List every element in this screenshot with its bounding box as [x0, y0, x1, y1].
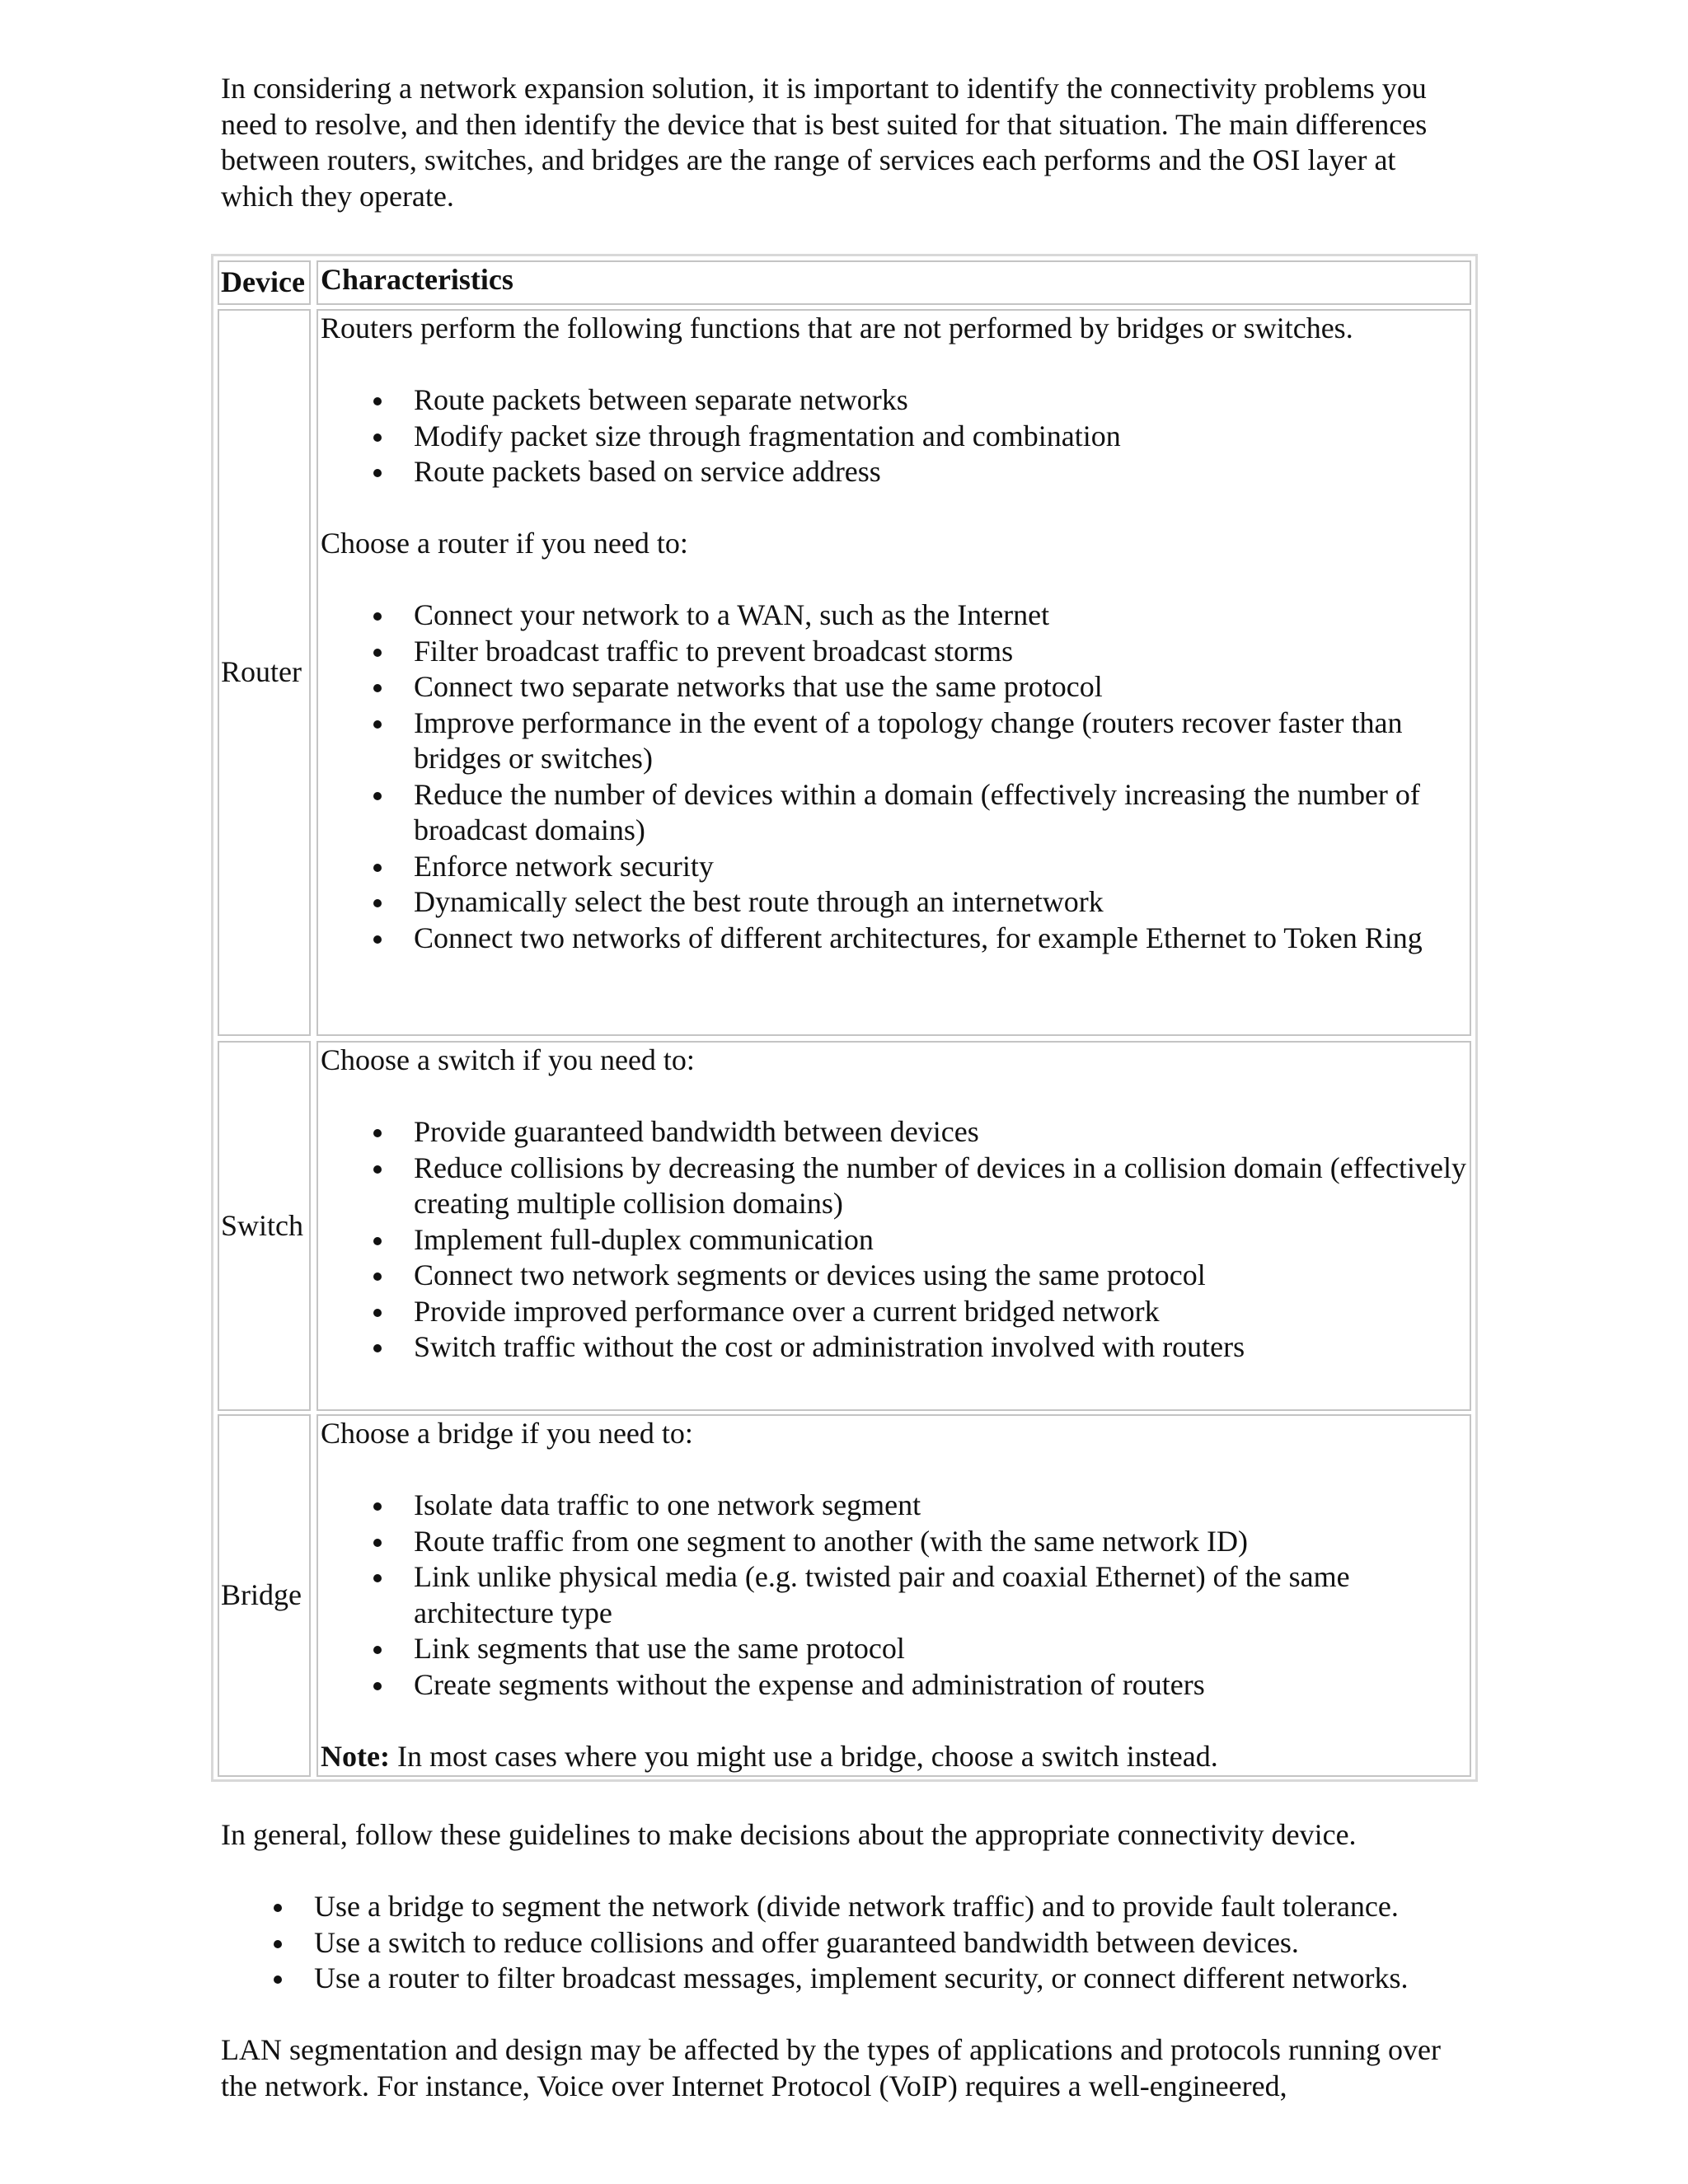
bridge-label: Bridge [221, 1578, 302, 1612]
list-item: Modify packet size through fragmentation and combination [321, 419, 1470, 455]
list-item: Route packets based on service address [321, 454, 1470, 490]
list-item: Dynamically select the best route through an internetwork [321, 884, 1470, 921]
bridge-note [321, 1739, 1470, 1775]
router-label: Router [221, 655, 302, 689]
router-reasons-list [321, 598, 1470, 956]
list-item: Reduce collisions by decreasing the number of devices in a collision domain (effectively creating multiple collision domains) [321, 1151, 1470, 1222]
intro-paragraph: In considering a network expansion solution, it is important to identify the connectivity problems you need to resolve, and then identify the device that is best suited for that situation. The main differences between routers, switches, and bridges are the range of services each performs and the OSI layer at which they operate. [221, 72, 1428, 213]
list-item: Connect two network segments or devices using the same protocol [321, 1258, 1470, 1294]
list-item: Link unlike physical media (e.g. twisted pair and coaxial Ethernet) of the same architecture type [321, 1559, 1470, 1631]
bridge-choose: Choose a bridge if you need to: [321, 1417, 693, 1450]
list-item: Create segments without the expense and administration of routers [321, 1667, 1470, 1704]
list-item: Isolate data traffic to one network segment [321, 1488, 1470, 1524]
list-item: Use a switch to reduce collisions and offer guaranteed bandwidth between devices. [221, 1925, 1484, 1961]
guidelines-section [221, 1817, 1484, 2104]
guidelines-list [221, 1889, 1484, 1997]
router-functions-list [321, 382, 1470, 490]
list-item: Provide improved performance over a current bridged network [321, 1294, 1470, 1330]
header-device: Device [218, 260, 311, 305]
router-choose: Choose a router if you need to: [321, 527, 688, 560]
list-item: Route traffic from one segment to another (with the same network ID) [321, 1524, 1470, 1560]
list-item: Filter broadcast traffic to prevent broadcast storms [321, 634, 1470, 670]
bridge-reasons-list [321, 1488, 1470, 1703]
list-item: Implement full-duplex communication [321, 1222, 1470, 1258]
switch-choose: Choose a switch if you need to: [321, 1043, 695, 1076]
list-item: Enforce network security [321, 849, 1470, 885]
document-page [221, 71, 1484, 214]
list-item: Use a router to filter broadcast messages, implement security, or connect different networks. [221, 1961, 1484, 1997]
list-item: Provide guaranteed bandwidth between devices [321, 1114, 1470, 1151]
note-text: In most cases where you might use a bridge, choose a switch instead. [389, 1739, 1218, 1773]
switch-reasons-list [321, 1114, 1470, 1366]
device-comparison-table [211, 254, 1478, 1782]
list-item: Connect your network to a WAN, such as the Internet [321, 598, 1470, 634]
router-intro: Routers perform the following functions that are not performed by bridges or switches. [321, 312, 1353, 344]
bridge-characteristics-cell [316, 1414, 1471, 1777]
bridge-device-cell [218, 1414, 311, 1777]
header-characteristics: Characteristics [316, 260, 1471, 305]
list-item: Connect two networks of different architectures, for example Ethernet to Token Ring [321, 921, 1470, 957]
list-item: Route packets between separate networks [321, 382, 1470, 419]
list-item: Switch traffic without the cost or administration involved with routers [321, 1329, 1470, 1366]
switch-label: Switch [221, 1208, 304, 1242]
list-item: Reduce the number of devices within a domain (effectively increasing the number of broadcast domains) [321, 777, 1470, 849]
list-item: Improve performance in the event of a topology change (routers recover faster than bridges or switches) [321, 705, 1470, 777]
router-device-cell [218, 309, 311, 1036]
list-item: Connect two separate networks that use the same protocol [321, 669, 1470, 705]
list-item: Use a bridge to segment the network (divide network traffic) and to provide fault tolerance. [221, 1889, 1484, 1925]
switch-characteristics-cell [316, 1041, 1471, 1411]
switch-device-cell [218, 1041, 311, 1411]
guidelines-intro: In general, follow these guidelines to make decisions about the appropriate connectivity device. [221, 1818, 1357, 1851]
closing-paragraph: LAN segmentation and design may be affected by the types of applications and protocols running over the network. For instance, Voice over Internet Protocol (VoIP) requires a well-engineered, [221, 2033, 1441, 2102]
note-label: Note: [321, 1739, 390, 1773]
router-characteristics-cell [316, 309, 1471, 1036]
list-item: Link segments that use the same protocol [321, 1631, 1470, 1667]
